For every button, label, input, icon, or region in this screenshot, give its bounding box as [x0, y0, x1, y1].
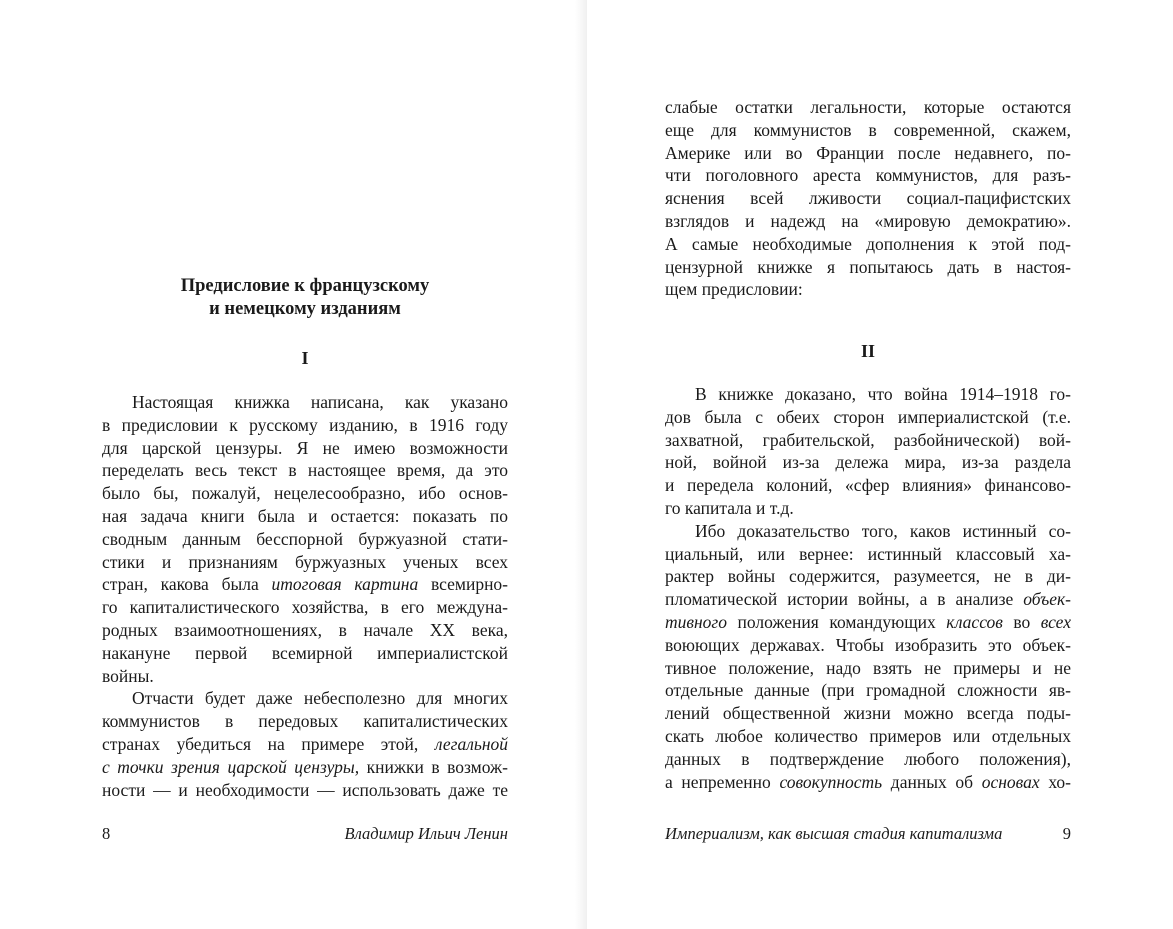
text-line: лений общественной жизни можно всегда поды-: [665, 703, 1071, 724]
page-number: 9: [1062, 824, 1071, 843]
text-line: ности — и необходимости — использовать даже те: [102, 779, 508, 800]
right-body-text: [665, 383, 1071, 793]
text-line: переделать весь текст в настоящее время, да это: [102, 460, 508, 481]
emphasis-text: итоговая картина: [271, 574, 419, 595]
emphasis-text: объек-: [1023, 589, 1071, 610]
text-line: с точки зрения царской цензуры, книжки в возмож-: [102, 756, 508, 777]
text-line: го капиталистического хозяйства, в его междуна-: [102, 597, 508, 618]
text-line: странах убедиться на примере этой, легальной: [102, 733, 508, 754]
text-line: для царской цензуры. Я не имею возможности: [102, 437, 508, 458]
text-line: яснения всей лживости социал-пацифистских: [665, 188, 1071, 209]
text-line: сводным данным бесспорной буржуазной стати-: [102, 528, 508, 549]
text-line: В книжке доказано, что война 1914–1918 го-: [695, 384, 1071, 404]
emphasis-text: с точки зрения царской цензуры,: [102, 756, 360, 777]
emphasis-text: тивного: [665, 611, 727, 632]
text-line: пломатической истории войны, а в анализе объек-: [665, 589, 1071, 610]
text-line: Настоящая книжка написана, как указано: [132, 392, 508, 412]
text-line: захватной, грабительской, разбойнической) вой-: [665, 429, 1071, 450]
text-line: накануне первой всемирной империалистской: [102, 642, 508, 663]
text-line: воюющих державах. Чтобы изобразить это объек-: [665, 634, 1071, 655]
emphasis-text: всех: [1040, 611, 1071, 632]
text-line: цензурной книжке я попытаюсь дать в настоя-: [665, 256, 1071, 277]
text-line: родных взаимоотношениях, в начале XX века,: [102, 619, 508, 640]
text-line: А самые необходимые дополнения к этой под-: [665, 233, 1071, 254]
text-line: еще для коммунистов в современной, скажем,: [665, 119, 1071, 140]
text-line: а непременно совокупность данных об основах хо-: [665, 771, 1071, 792]
text-line: было бы, пожалуй, нецелесообразно, ибо основ-: [102, 483, 508, 504]
text-line: рактер войны содержится, разумеется, не в ди-: [665, 566, 1071, 587]
text-line: слабые остатки легальности, которые остаются: [665, 97, 1071, 117]
text-line: и передела колоний, «сфер влияния» финансово-: [665, 475, 1071, 496]
text-line: стики и признаниям буржуазных ученых всех: [102, 551, 508, 572]
emphasis-text: легальной: [434, 733, 508, 754]
right-body-text-top: [665, 96, 1071, 301]
text-line: го капитала и т.д.: [665, 497, 794, 518]
page-number: 8: [102, 824, 111, 843]
text-line: ная задача книги была и остается: показать по: [102, 505, 508, 526]
text-line: скать любое количество примеров или отдельных: [665, 725, 1071, 746]
chapter-title: [102, 275, 508, 321]
text-line: коммунистов в передовых капиталистических: [102, 711, 508, 732]
text-line: войны.: [102, 665, 154, 686]
text-line: Америке или во Франции после недавнего, по-: [665, 142, 1071, 163]
text-line: Отчасти будет даже небесполезно для многих: [132, 688, 508, 709]
text-line: циальный, или вернее: истинный классовый ха-: [665, 543, 1071, 564]
text-line: чти поголовного ареста коммунистов, для разъ-: [665, 165, 1071, 186]
emphasis-text: совокупность: [779, 771, 883, 792]
text-line: тивного положения командующих классов во всех: [665, 611, 1071, 632]
left-body-text: [102, 391, 508, 801]
chapter-title-line-1: Предисловие к французскому: [180, 276, 430, 296]
running-head-author: Владимир Ильич Ленин: [344, 824, 508, 843]
emphasis-text: основах: [981, 771, 1040, 792]
text-line: ной, войной из-за дележа мира, из-за раздела: [665, 452, 1071, 473]
text-line: дов была с обеих сторон империалистской (т.е.: [665, 406, 1071, 427]
chapter-title-line-2: и немецкому изданиям: [209, 299, 401, 319]
right-page: [587, 0, 1173, 929]
text-line: данных в подтверждение любого положения),: [665, 748, 1071, 769]
text-line: тивное положение, надо взять не примеры и не: [665, 657, 1071, 678]
running-head-book-title: Империализм, как высшая стадия капитализма: [665, 824, 1003, 843]
text-line: щем предисловии:: [665, 279, 803, 300]
section-heading-ii: II: [860, 341, 875, 361]
text-line: Ибо доказательство того, каков истинный со-: [695, 520, 1071, 541]
section-heading-i: I: [301, 348, 309, 368]
text-line: в предисловии к русскому изданию, в 1916 году: [102, 414, 508, 435]
text-line: взглядов и надежд на «мировую демократию».: [665, 210, 1071, 231]
emphasis-text: классов: [946, 611, 1003, 632]
text-line: стран, какова была итоговая картина всемирно-: [102, 574, 509, 595]
text-line: отдельные данные (при громадной сложности яв-: [665, 680, 1071, 701]
